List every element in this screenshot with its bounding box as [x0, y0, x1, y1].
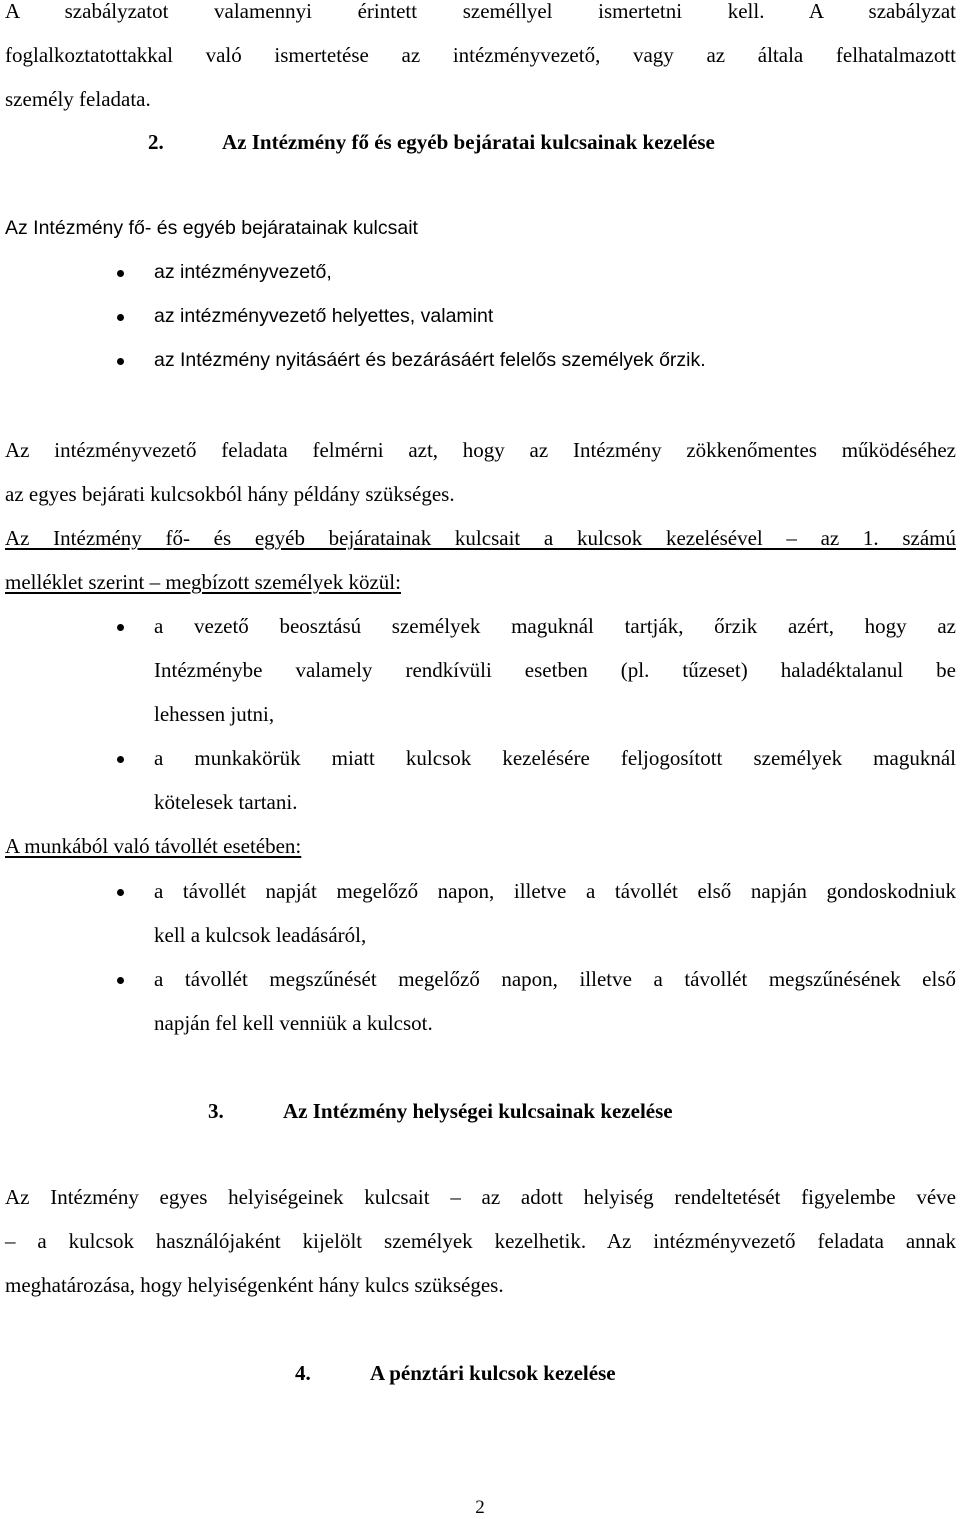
bullet-item-line: napján fel kell venniük a kulcsot.: [154, 1011, 433, 1035]
bullet-item-line: lehessen jutni,: [154, 702, 275, 726]
page-number: 2: [475, 1497, 485, 1518]
bullet-item-line: a távollét megszűnését megelőző napon, illetve a távollét megszűnésének első: [154, 967, 956, 991]
bullet-icon: [117, 314, 124, 321]
paragraph-line: melléklet szerint – megbízott személyek közül:: [5, 570, 401, 594]
absence-title: A munkából való távollét esetében:: [5, 834, 302, 858]
section-3-number: 3.: [208, 1099, 224, 1123]
bullet-item-line: a munkakörük miatt kulcsok kezelésére feljogosított személyek maguknál: [154, 746, 956, 770]
section-4-number: 4.: [295, 1361, 311, 1385]
bullet-icon: [117, 889, 124, 896]
section-4-title: A pénztári kulcsok kezelése: [370, 1361, 616, 1385]
paragraph-line: Az intézményvezető feladata felmérni azt, hogy az Intézmény zökkenőmentes működéséhez: [5, 438, 956, 462]
section-2-title: Az Intézmény fő és egyéb bejáratai kulcsainak kezelése: [222, 130, 715, 154]
bullet-item-line: kötelesek tartani.: [154, 790, 298, 814]
section-2-intro: Az Intézmény fő- és egyéb bejáratainak kulcsait: [5, 217, 418, 239]
paragraph-line: – a kulcsok használójaként kijelölt személyek kezelhetik. Az intézményvezető feladata annak: [5, 1229, 956, 1253]
bullet-item-line: Intézménybe valamely rendkívüli esetben (pl. tűzeset) haladéktalanul be: [154, 658, 956, 682]
paragraph-line: meghatározása, hogy helyiségenként hány kulcs szükséges.: [5, 1273, 504, 1297]
bullet-icon: [117, 270, 124, 277]
section-2-number: 2.: [148, 130, 164, 154]
bullet-item-line: a távollét napját megelőző napon, illetve a távollét első napján gondoskodniuk: [154, 879, 956, 903]
bullet-item-line: a vezető beosztású személyek maguknál tartják, őrzik azért, hogy az: [154, 614, 956, 638]
paragraph-line: Az Intézmény fő- és egyéb bejáratainak kulcsait a kulcsok kezelésével – az 1. számú: [5, 526, 956, 550]
intro-line-3: személy feladata.: [5, 87, 151, 111]
paragraph-line: Az Intézmény egyes helyiségeinek kulcsait – az adott helyiség rendeltetését figyelembe véve: [5, 1185, 956, 1209]
paragraph-line: az egyes bejárati kulcsokból hány példány szükséges.: [5, 482, 455, 506]
bullet-icon: [117, 358, 124, 365]
bullet-icon: [117, 977, 124, 984]
intro-line-1: A szabályzatot valamennyi érintett személlyel ismertetni kell. A szabályzat: [5, 0, 956, 23]
bullet-icon: [117, 624, 124, 631]
bullet-item: az Intézmény nyitásáért és bezárásáért felelős személyek őrzik.: [154, 349, 706, 371]
bullet-item-line: kell a kulcsok leadásáról,: [154, 923, 367, 947]
bullet-item: az intézményvezető helyettes, valamint: [154, 305, 494, 327]
intro-line-2: foglalkoztatottakkal való ismertetése az intézményvezető, vagy az általa felhatalmazott: [5, 43, 956, 67]
bullet-item: az intézményvezető,: [154, 261, 332, 283]
bullet-icon: [117, 756, 124, 763]
section-3-title: Az Intézmény helységei kulcsainak kezelése: [283, 1099, 673, 1123]
